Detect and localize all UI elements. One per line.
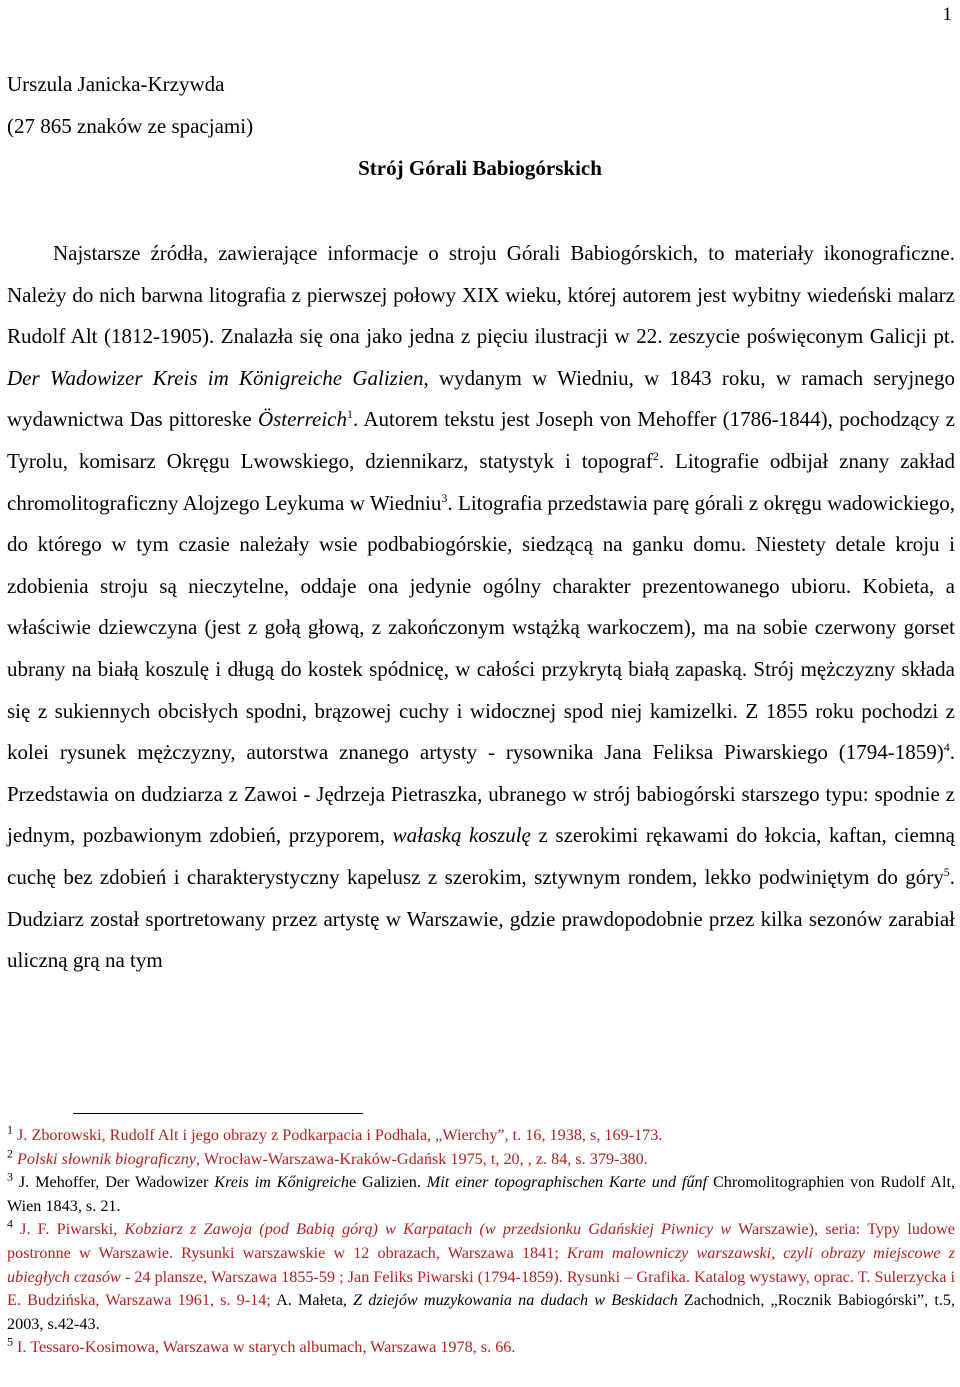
body-text-segment: . Autorem tekstu jest Joseph von Mehoffer (1786-1844), pochodzący z Tyrolu, komisarz Okręgu Lwowskiego, dziennikarz, statystyk i topograf [7, 407, 955, 473]
footnote-text: e Galizien. [348, 1173, 427, 1192]
body-text-segment: Najstarsze źródła, zawierające informacje o stroju Górali Babiogórskich, to materiały ikonograficzne. Należy do nich barwna litografia z pierwszej połowy XIX wieku, której autorem jest wybitny wiedeński malarz Rudolf Alt (1812-1905). Znalazła się ona jako jedna z pięciu ilustracji w 22. zeszycie poświęconym Galicji pt. [7, 241, 955, 349]
footnote-text: , Wrocław-Warszawa-Kraków-Gdańsk 1975, t, 20, , z. 84, s. 379-380. [196, 1149, 648, 1168]
footnote-number: 4 [7, 1216, 13, 1231]
footnote-ref-1: 1 [346, 407, 353, 422]
footnote-text: J. Zborowski, Rudolf Alt i jego obrazy z Podkarpacia i Podhala, „Wierchy”, t. 16, 1938, s, 169-173. [17, 1126, 663, 1144]
document-title: Strój Górali Babiogórskich [358, 156, 602, 180]
body-paragraph [7, 233, 955, 982]
footnote-italic: Polski słownik biograficzny [17, 1149, 196, 1168]
author-name: Urszula Janicka-Krzywda [7, 72, 225, 96]
footnote-text: Zachodnich, „Rocznik Babiogórski”, t.5, 2003, s.42-43. [7, 1291, 956, 1333]
body-text-segment: . Dudziarz został sportretowany przez artystę w Warszawie, gdzie prawdopodobnie przez kilka sezonów zarabiał uliczną grą na tym [7, 864, 955, 973]
body-text-segment: . Litografie odbijał znany zakład chromolitograficzny Alojzego Leykuma w Wiedniu [7, 448, 955, 515]
body-text-segment: z szerokimi rękawami do łokcia, kaftan, ciemną cuchę bez zdobień i charakterystyczny kapelusz z szerokim, sztywnym rondem, lekko podwiniętym do góry [7, 823, 956, 889]
footnote-number: 1 [7, 1122, 13, 1137]
book-title-part: Österreich [257, 407, 347, 432]
footnote-text: A. Małeta, [276, 1291, 354, 1310]
footnote-italic: Kobziarz z Zawoja (pod Babią górą) w Karpatach (w przedsionku Gdańskiej Piwnicy w [124, 1220, 732, 1239]
body-text-segment: . Przedstawia on dudziarza z Zawoi - Jędrzeja Pietraszka, ubranego w strój babiogórski starszego typu: spodnie z jednym, pozbawionym zdobień, przyporem, [7, 740, 955, 848]
footnote-text: I. Tessaro-Kosimowa, Warszawa w starych albumach, Warszawa 1978, s. 66. [17, 1338, 516, 1357]
footnote-ref-4: 4 [943, 740, 950, 755]
footnote-4 [7, 1218, 955, 1336]
footnote-number: 5 [7, 1334, 13, 1349]
footnote-text: Chromolitographien von Rudolf Alt, Wien 1843, s. 21. [7, 1173, 956, 1215]
footnote-italic: Kreis im Kőnigreich [214, 1173, 349, 1192]
footnote-ref-2: 2 [652, 448, 659, 463]
body-text-segment: , wydanym w Wiedniu, w 1843 roku, w ramach seryjnego wydawnictwa Das pittoreske [7, 365, 955, 432]
footnote-text: Warszawie), seria: Typy ludowe postronne w Warszawie. Rysunki warszawskie w 12 obrazach, Warszawa 1841; [7, 1220, 955, 1262]
footnote-3 [7, 1171, 955, 1218]
footnote-2 [7, 1148, 955, 1172]
footnote-separator [73, 1113, 363, 1114]
footnote-text: J. Mehoffer, Der Wadowizer [18, 1173, 215, 1192]
footnote-5 [7, 1336, 955, 1360]
footnote-ref-3: 3 [441, 490, 448, 505]
footnote-number: 2 [7, 1146, 13, 1161]
character-count: (27 865 znaków ze spacjami) [7, 114, 254, 138]
footnote-italic: Mit einer topographischen Karte und fűnf [426, 1173, 708, 1192]
footnote-text: J. F. Piwarski, [20, 1220, 125, 1239]
page-number: 1 [942, 4, 952, 25]
footnote-text: - 24 plansze, Warszawa 1855-59 ; Jan Feliks Piwarski (1794-1859). Rysunki – Grafika. Katalog wystawy, oprac. T. Sulerzycka i E. Budzińska, Warszawa 1961, s. 9-14; [7, 1267, 955, 1310]
footnotes [7, 1124, 955, 1360]
footnote-ref-5: 5 [943, 864, 950, 879]
term-italic: wałaską koszulę [392, 823, 531, 848]
footnote-1 [7, 1124, 955, 1148]
book-title: Der Wadowizer Kreis im Königreiche Galizien [7, 365, 424, 390]
footnote-italic: Kram malowniczy warszawski, czyli obrazy miejscowe z ubiegłych czasów [7, 1243, 955, 1286]
footnote-number: 3 [7, 1169, 13, 1184]
footnote-italic: Z dziejów muzykowania na dudach w Beskidach [353, 1291, 678, 1310]
body-text-segment: . Litografia przedstawia parę górali z okręgu wadowickiego, do którego w tym czasie należały wsie podbabiogórskie, siedzącą na ganku domu. Niestety detale kroju i zdobienia stroju są nieczytelne, oddaje ona jedynie ogólny charakter prezentowanego ubioru. Kobieta, a właściwie dziewczyna (jest z gołą głową, z zakończonym wstążką warkoczem), ma na sobie czerwony gorset ubrany na białą koszulę i długą do kostek spódnicę, w całości przykrytą białą zapaską. Strój mężczyzny składa się z sukiennych obcisłych spodni, brązowej cuchy i widocznej spod niej kamizelki. Z 1855 roku pochodzi z kolei rysunek mężczyzny, autorstwa znanego artysty - rysownika Jana Feliksa Piwarskiego (1794-1859) [7, 490, 956, 765]
